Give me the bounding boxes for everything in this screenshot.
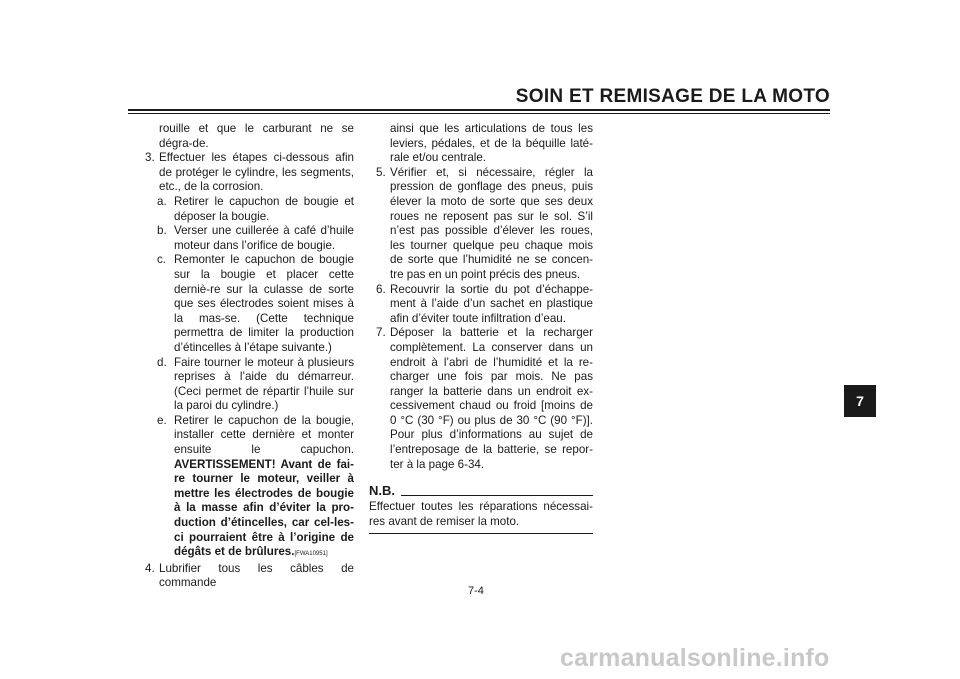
step-3 <box>138 151 354 195</box>
step-number: 4. <box>145 561 155 575</box>
substep-text: Verser une cuillerée à café d’huile moteur dans l’orifice de bougie. <box>174 224 354 252</box>
step-list <box>138 151 354 195</box>
substep-letter: d. <box>157 355 167 369</box>
substep-letter: c. <box>157 253 167 267</box>
header-rule <box>128 109 830 111</box>
watermark: carmanualsonline.info <box>560 644 830 672</box>
step-text: Lubrifier tous les câbles de commande <box>159 561 354 590</box>
step-text: Déposer la batterie et la recharger complètement. La conserver dans un endroit à l’abri de l’humidité et la re-charger une fois par mois. Ne pas ranger la batterie dans un endroit ex-cessivement chaud ou froid [moins de 0 °C (30 °F) ou plus de 30 °C (90 °F)]. Pour plus d’informations au sujet de l’entreposage de la batterie, se repor-ter à la page 6-34. <box>390 326 593 471</box>
substep-letter: e. <box>157 413 167 427</box>
step-number: 3. <box>145 151 155 165</box>
substep-d <box>138 356 354 414</box>
step-7 <box>369 326 593 472</box>
substep-a <box>138 195 354 224</box>
substep-e <box>138 414 354 562</box>
warning-text: AVERTISSEMENT! Avant de fai-re tourner le moteur, veiller à mettre les électrodes de bougie à la masse afin d’éviter la pro-duction d’étincelles, car cel-les-ci pourraient être à l’origine de dégâts et de brûlures. <box>174 457 354 559</box>
page-number: 7-4 <box>468 585 484 597</box>
note-bottom-rule <box>369 533 593 534</box>
note-header <box>369 484 593 498</box>
left-column <box>138 122 354 591</box>
step-number: 5. <box>376 165 386 179</box>
substep-text: Remonter le capuchon de bougie sur la bougie et placer cette derniè-re sur la culasse de sorte que ses électrodes soient mises à la mas-se. (Cette technique permettra de limiter la production d’étincelles à l’étape suivante.) <box>174 253 354 354</box>
chapter-tab: 7 <box>844 385 876 417</box>
continuation-paragraph: ainsi que les articulations de tous les leviers, pédales, et de la béquille laté-rale et/ou centrale. <box>390 122 593 165</box>
substep-text: Faire tourner le moteur à plusieurs reprises à l’aide du démarreur. (Ceci permet de répartir l’huile sur la paroi du cylindre.) <box>174 355 354 413</box>
step-text: Recouvrir la sortie du pot d’échappe-ment à l’aide d’un sachet en plastique afin d’éviter toute infiltration d’eau. <box>390 282 593 325</box>
step-5 <box>369 166 593 283</box>
header-rule-thin <box>128 113 830 114</box>
note-rule <box>401 495 593 496</box>
substep-b <box>138 224 354 253</box>
continuation-paragraph: rouille et que le carburant ne se dégra-de. <box>159 122 354 150</box>
step-4 <box>138 562 354 591</box>
step-list-continued <box>138 562 354 591</box>
substep-text: Retirer le capuchon de la bougie, installer cette dernière et monter ensuite le capuchon. <box>174 413 354 457</box>
step-number: 7. <box>376 326 386 340</box>
substep-list <box>138 195 354 562</box>
substep-letter: b. <box>157 224 167 238</box>
step-text: Vérifier et, si nécessaire, régler la pression de gonflage des pneus, puis élever la moto de sorte que ses deux roues ne reposent pas sur le sol. S’il n’est pas possible d’élever les roues, les tourner quelque peu chaque mois de sorte que l’humidité ne se concen-tre pas en un point précis des pneus. <box>390 165 593 281</box>
right-column <box>369 122 593 534</box>
substep-text: Retirer le capuchon de bougie et déposer la bougie. <box>174 194 354 223</box>
note-box <box>369 484 593 534</box>
step-list <box>369 166 593 472</box>
step-text: Effectuer les étapes ci-dessous afin de protéger le cylindre, les segments, etc., de la corrosion. <box>159 151 354 194</box>
note-text: Effectuer toutes les réparations nécessai-res avant de remiser la moto. <box>369 500 593 528</box>
page-title: SOIN ET REMISAGE DE LA MOTO <box>515 86 830 107</box>
warning-code: [FWA10951] <box>294 551 328 558</box>
substep-letter: a. <box>157 194 167 208</box>
step-6 <box>369 283 593 327</box>
step-number: 6. <box>376 282 386 296</box>
substep-c <box>138 253 354 355</box>
note-label: N.B. <box>369 483 395 499</box>
